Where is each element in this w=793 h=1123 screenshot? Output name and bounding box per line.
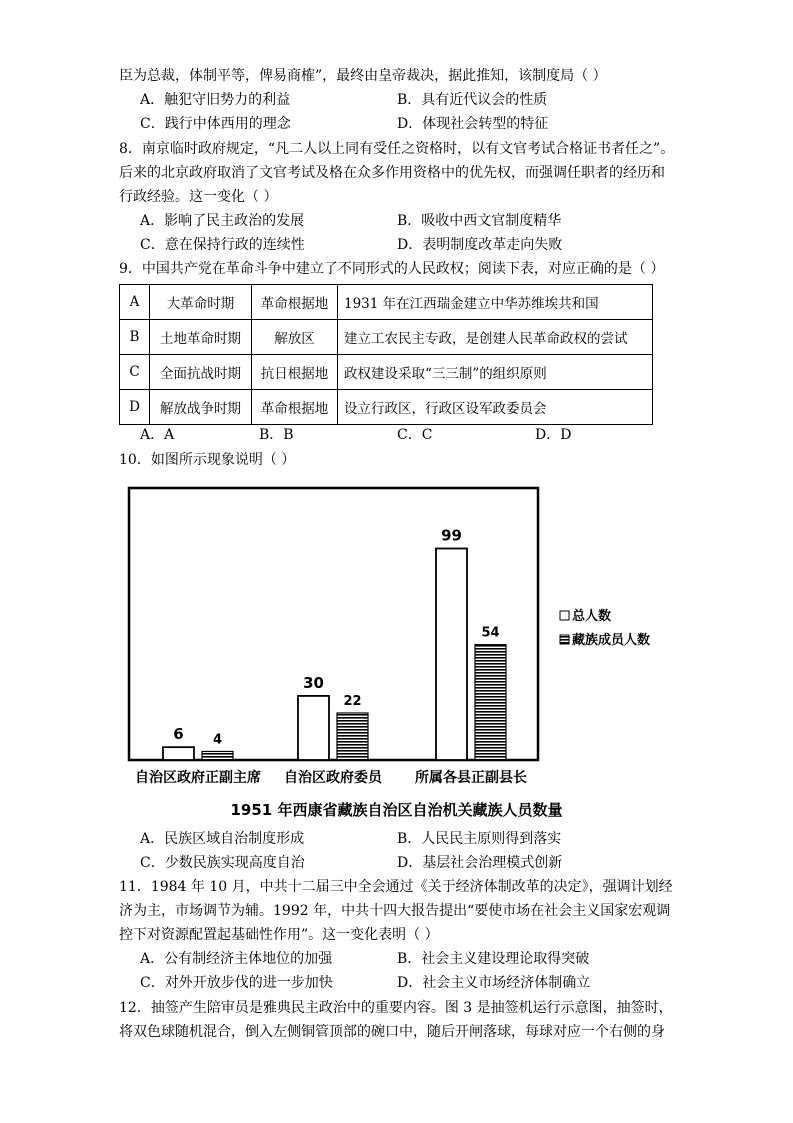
table-cell: B <box>120 320 150 355</box>
q12-stem-line-2: 将双色球随机混合，倒入左侧铜管顶部的碗口中，随后开闸落球，每球对应一个右侧的身 <box>119 1024 665 1040</box>
q11-option-b[interactable]: B．社会主义建设理论取得突破 <box>397 951 590 967</box>
table-cell: 设立行政区，行政区设军政委员会 <box>338 390 653 425</box>
q10-option-b[interactable]: B．人民民主原则得到落实 <box>397 831 562 847</box>
q10-option-c[interactable]: C．少数民族实现高度自治 <box>140 855 305 871</box>
table-cell: 政权建设采取“三三制”的组织原则 <box>338 355 653 390</box>
x-tick-label: 自治区政府正副主席 <box>135 770 261 786</box>
q9-option-a[interactable]: A．A <box>140 427 175 443</box>
legend-swatch-tibetan <box>560 635 569 644</box>
table-row <box>120 285 653 320</box>
q11-option-a[interactable]: A．公有制经济主体地位的加强 <box>140 951 333 967</box>
table-cell: 革命根据地 <box>252 285 338 320</box>
q11-stem-line-1: 11．1984 年 10 月，中共十二届三中全会通过《关于经济体制改革的决定》，强调计划经 <box>119 879 673 895</box>
bar-tibetan <box>337 713 368 760</box>
q11-option-d[interactable]: D．社会主义市场经济体制确立 <box>397 975 591 991</box>
table-row <box>120 355 653 390</box>
q8-option-d[interactable]: D．表明制度改革走向失败 <box>397 237 563 253</box>
table-cell: 建立工农民主专政，是创建人民革命政权的尝试 <box>338 320 653 355</box>
table-cell: A <box>120 285 150 320</box>
data-label: 54 <box>481 625 500 641</box>
q10-stem: 10．如图所示现象说明（ ） <box>119 452 296 468</box>
legend-label: 藏族成员人数 <box>572 633 651 648</box>
table-cell: 土地革命时期 <box>150 320 252 355</box>
q8-option-a[interactable]: A．影响了民主政治的发展 <box>140 213 305 229</box>
table-cell: 解放战争时期 <box>150 390 252 425</box>
q9-option-d[interactable]: D．D <box>535 427 572 443</box>
q8-stem-line-1: 8．南京临时政府规定，“凡二人以上同有受任之资格时，以有文官考试合格证书者任之”。 <box>119 141 675 157</box>
table-cell: 全面抗战时期 <box>150 355 252 390</box>
table-cell: C <box>120 355 150 390</box>
data-label: 99 <box>441 526 462 545</box>
q9-stem: 9．中国共产党在革命斗争中建立了不同形式的人民政权；阅读下表，对应正确的是（ ） <box>119 261 665 277</box>
q7-option-a[interactable]: A．触犯守旧势力的利益 <box>140 92 291 108</box>
q9-table <box>119 284 653 425</box>
x-tick-label: 自治区政府委员 <box>284 770 382 786</box>
x-tick-label: 所属各县正副县长 <box>415 770 527 786</box>
data-label: 22 <box>343 694 362 709</box>
q10-option-d[interactable]: D．基层社会治理模式创新 <box>397 855 563 871</box>
q8-stem-line-3: 行政经验。这一变化（ ） <box>119 189 278 205</box>
q11-stem-line-2: 济为主，市场调节为辅。1992 年，中共十四大报告提出“要使市场在社会主义国家宏观调 <box>119 903 671 919</box>
q7-option-c[interactable]: C．践行中体西用的理念 <box>140 116 291 132</box>
q11-stem-line-3: 控下对资源配置起基础性作用”。这一变化表明（ ） <box>119 927 439 943</box>
q7-stem-tail: 臣为总裁，体制平等，俾易商榷”，最终由皇帝裁决，据此推知，该制度局（ ） <box>119 68 607 84</box>
table-cell: 抗日根据地 <box>252 355 338 390</box>
bar-total <box>163 747 194 760</box>
q9-option-b[interactable]: B．B <box>259 427 294 443</box>
bar-tibetan <box>475 645 506 760</box>
chart-title: 1951 年西康省藏族自治区自治机关藏族人员数量 <box>230 801 563 819</box>
data-label: 6 <box>173 725 184 744</box>
q7-option-d[interactable]: D．体现社会转型的特征 <box>397 116 549 132</box>
table-cell: 大革命时期 <box>150 285 252 320</box>
bar-total <box>298 696 329 760</box>
q8-option-c[interactable]: C．意在保持行政的连续性 <box>140 237 305 253</box>
q11-option-c[interactable]: C．对外开放步伐的进一步加快 <box>140 975 333 991</box>
table-cell: 1931 年在江西瑞金建立中华苏维埃共和国 <box>338 285 653 320</box>
q8-option-b[interactable]: B．吸收中西文官制度精华 <box>397 213 562 229</box>
data-label: 4 <box>212 732 223 748</box>
bar-tibetan <box>202 751 233 760</box>
legend-swatch-total <box>560 611 569 620</box>
bar-total <box>436 549 467 761</box>
q7-option-b[interactable]: B．具有近代议会的性质 <box>397 92 548 108</box>
q12-stem-line-1: 12．抽签产生陪审员是雅典民主政治中的重要内容。图 3 是抽签机运行示意图，抽签时， <box>119 1000 673 1016</box>
bar-chart <box>120 480 680 800</box>
data-label: 30 <box>303 673 324 692</box>
legend-label: 总人数 <box>572 609 612 624</box>
q10-option-a[interactable]: A．民族区域自治制度形成 <box>140 831 305 847</box>
table-row <box>120 390 653 425</box>
table-cell: D <box>120 390 150 425</box>
table-cell: 解放区 <box>252 320 338 355</box>
q8-stem-line-2: 后来的北京政府取消了文官考试及格在众多作用资格中的优先权，而强调任职者的经历和 <box>119 165 665 181</box>
q9-option-c[interactable]: C．C <box>397 427 433 443</box>
table-row <box>120 320 653 355</box>
table-cell: 革命根据地 <box>252 390 338 425</box>
